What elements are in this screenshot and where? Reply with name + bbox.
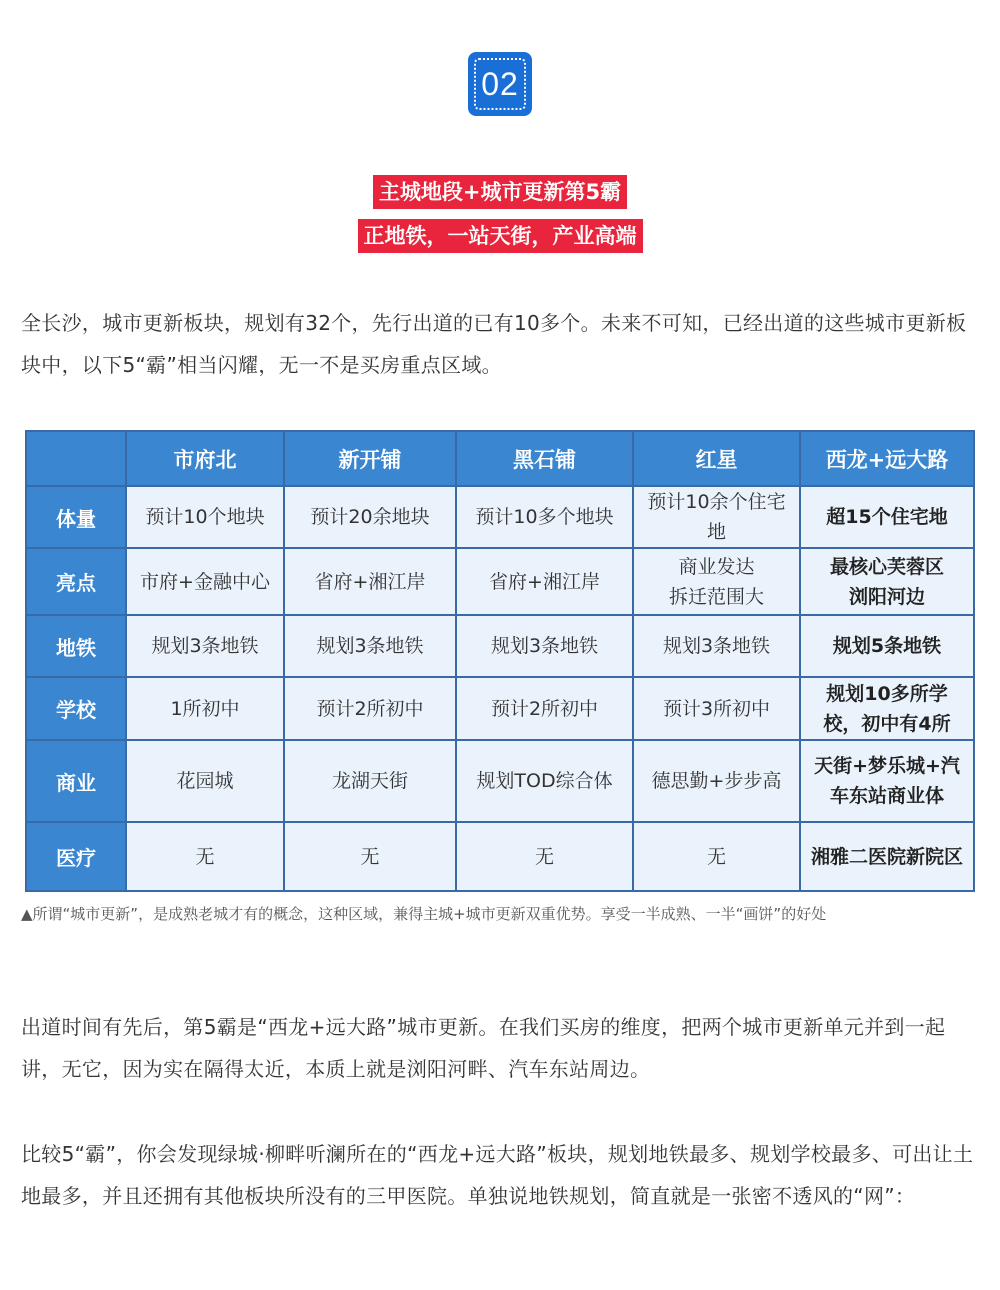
table-cell: 规划3条地铁 — [633, 615, 800, 677]
headline-1 — [0, 175, 1000, 209]
table-cell: 天街+梦乐城+汽 车东站商业体 — [800, 740, 974, 823]
table-cell: 超15个住宅地 — [800, 486, 974, 548]
table-header-cell: 新开铺 — [284, 431, 456, 486]
table-cell: 湘雅二医院新院区 — [800, 822, 974, 891]
table-cell: 龙湖天街 — [284, 740, 456, 823]
table-row — [26, 677, 974, 739]
table-row — [26, 615, 974, 677]
table-header-cell: 西龙+远大路 — [800, 431, 974, 486]
table-cell: 德思勤+步步高 — [633, 740, 800, 823]
table-cell: 花园城 — [126, 740, 284, 823]
headline-2 — [0, 219, 1000, 253]
table-row-label: 学校 — [26, 677, 126, 739]
headline-1-text: 主城地段+城市更新第5霸 — [373, 175, 627, 209]
paragraph-2: 出道时间有先后，第5霸是“西龙+远大路”城市更新。在我们买房的维度，把两个城市更新单元并到一起讲，无它，因为实在隔得太近，本质上就是浏阳河畔、汽车东站周边。 — [21, 1015, 946, 1081]
table-row-label: 商业 — [26, 740, 126, 823]
table-row — [26, 486, 974, 548]
table-header-row — [26, 431, 974, 486]
headline-2-text: 正地铁，一站天街，产业高端 — [358, 219, 643, 253]
intro-paragraph: 全长沙，城市更新板块，规划有32个，先行出道的已有10多个。未来不可知，已经出道的这些城市更新板块中，以下5“霸”相当闪耀，无一不是买房重点区域。 — [21, 311, 967, 377]
table-row-label: 地铁 — [26, 615, 126, 677]
table-row — [26, 740, 974, 823]
table-cell: 预计10余个住宅地 — [633, 486, 800, 548]
table-cell: 无 — [633, 822, 800, 891]
table-cell: 1所初中 — [126, 677, 284, 739]
table-cell: 预计3所初中 — [633, 677, 800, 739]
table-header-corner — [26, 431, 126, 486]
table-row — [26, 822, 974, 891]
table-cell: 预计2所初中 — [284, 677, 456, 739]
table-cell: 预计10个地块 — [126, 486, 284, 548]
table-cell: 无 — [456, 822, 633, 891]
table-cell: 规划3条地铁 — [126, 615, 284, 677]
table-cell: 规划10多所学 校，初中有4所 — [800, 677, 974, 739]
table-row-label: 亮点 — [26, 548, 126, 614]
table-cell: 规划3条地铁 — [456, 615, 633, 677]
section-number: 02 — [474, 58, 526, 110]
table-cell: 无 — [284, 822, 456, 891]
table-cell: 预计2所初中 — [456, 677, 633, 739]
table-cell: 无 — [126, 822, 284, 891]
table-header-cell: 红星 — [633, 431, 800, 486]
table-cell: 省府+湘江岸 — [456, 548, 633, 614]
table-cell: 最核心芙蓉区 浏阳河边 — [800, 548, 974, 614]
table-row-label: 医疗 — [26, 822, 126, 891]
table-cell: 规划TOD综合体 — [456, 740, 633, 823]
table-cell: 规划5条地铁 — [800, 615, 974, 677]
paragraph-3: 比较5“霸”，你会发现绿城·柳畔听澜所在的“西龙+远大路”板块，规划地铁最多、规划学校最多、可出让土地最多，并且还拥有其他板块所没有的三甲医院。单独说地铁规划，简直就是一张密不透风的“网”： — [21, 1142, 974, 1208]
table-cell: 商业发达 拆迁范围大 — [633, 548, 800, 614]
table-cell: 省府+湘江岸 — [284, 548, 456, 614]
table-cell: 预计10多个地块 — [456, 486, 633, 548]
comparison-table-image — [25, 430, 973, 892]
table-row — [26, 548, 974, 614]
table-row-label: 体量 — [26, 486, 126, 548]
table-cell: 市府+金融中心 — [126, 548, 284, 614]
table-caption: ▲所谓“城市更新”，是成熟老城才有的概念，这种区域，兼得主城+城市更新双重优势。享受一半成熟、一半“画饼”的好处 — [21, 905, 827, 923]
table-cell: 预计20余地块 — [284, 486, 456, 548]
table-header-cell: 黑石铺 — [456, 431, 633, 486]
table-cell: 规划3条地铁 — [284, 615, 456, 677]
section-number-badge — [468, 52, 532, 116]
comparison-table — [25, 430, 975, 892]
table-header-cell: 市府北 — [126, 431, 284, 486]
